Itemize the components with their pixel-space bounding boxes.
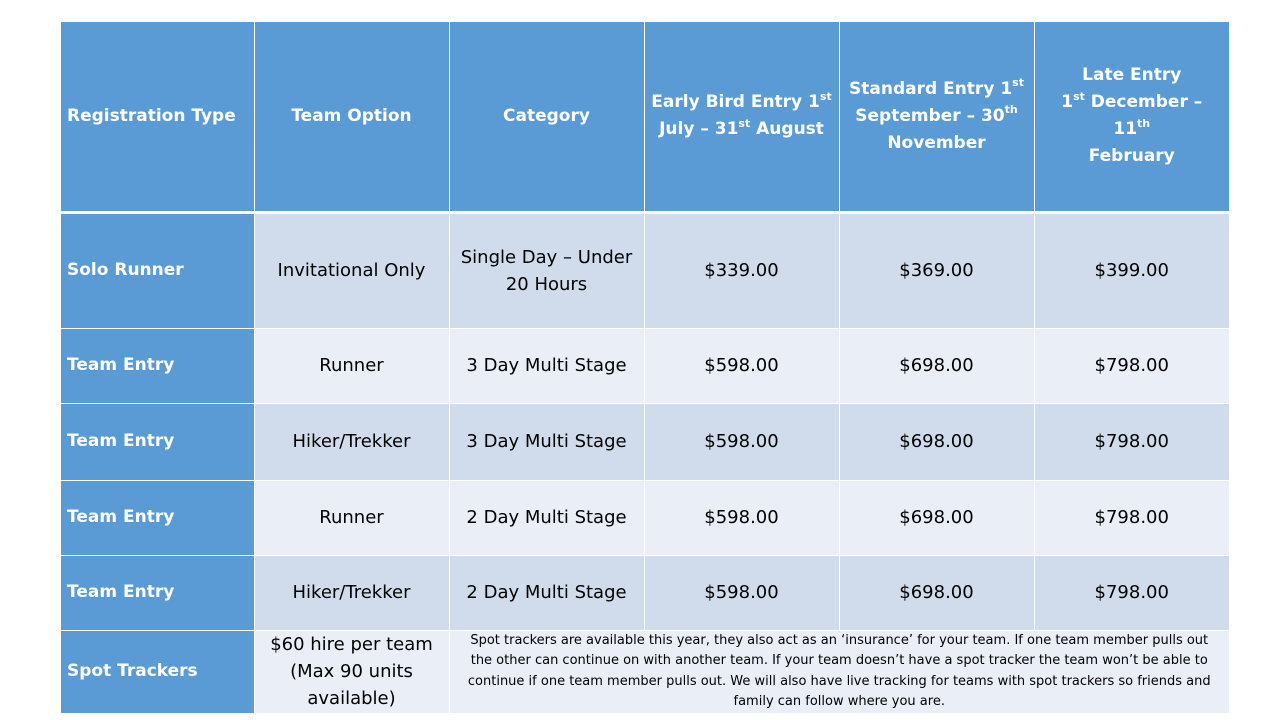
row-team-option: Hiker/Trekker <box>254 403 449 480</box>
header-category: Category <box>449 22 644 212</box>
row-late-price: $798.00 <box>1034 328 1229 403</box>
header-registration-type: Registration Type <box>61 22 254 212</box>
spot-trackers-option: $60 hire per team (Max 90 units available) <box>254 630 449 713</box>
row-standard-price: $698.00 <box>839 480 1034 555</box>
pricing-table <box>61 22 1229 714</box>
row-early-bird-price: $598.00 <box>644 328 839 403</box>
row-category: 2 Day Multi Stage <box>449 480 644 555</box>
header-late: Late Entry 1st December – 11th February <box>1034 22 1229 212</box>
header-early-bird: Early Bird Entry 1st July – 31st August <box>644 22 839 212</box>
table-row <box>61 480 1229 555</box>
table-row <box>61 328 1229 403</box>
table-row <box>61 403 1229 480</box>
row-early-bird-price: $339.00 <box>644 212 839 328</box>
row-registration-type: Team Entry <box>61 555 254 630</box>
spot-trackers-row <box>61 630 1229 713</box>
row-late-price: $798.00 <box>1034 403 1229 480</box>
row-category: 2 Day Multi Stage <box>449 555 644 630</box>
row-standard-price: $698.00 <box>839 328 1034 403</box>
row-early-bird-price: $598.00 <box>644 555 839 630</box>
row-team-option: Invitational Only <box>254 212 449 328</box>
row-registration-type: Team Entry <box>61 403 254 480</box>
row-registration-type: Team Entry <box>61 328 254 403</box>
header-standard: Standard Entry 1st September – 30th November <box>839 22 1034 212</box>
row-team-option: Runner <box>254 480 449 555</box>
spot-trackers-label: Spot Trackers <box>61 630 254 713</box>
row-category: Single Day – Under 20 Hours <box>449 212 644 328</box>
header-row <box>61 22 1229 212</box>
row-team-option: Hiker/Trekker <box>254 555 449 630</box>
row-category: 3 Day Multi Stage <box>449 328 644 403</box>
row-standard-price: $369.00 <box>839 212 1034 328</box>
table-row <box>61 555 1229 630</box>
row-standard-price: $698.00 <box>839 403 1034 480</box>
row-team-option: Runner <box>254 328 449 403</box>
table-row <box>61 212 1229 328</box>
row-registration-type: Solo Runner <box>61 212 254 328</box>
header-team-option: Team Option <box>254 22 449 212</box>
spot-trackers-note: Spot trackers are available this year, they also act as an ‘insurance’ for your team. If one team member pulls out the other can continue on with another team. If your team doesn’t have a spot tracker the team won’t be able to continue if one team member pulls out. We will also have live tracking for teams with spot trackers so friends and family can follow where you are. <box>449 630 1229 713</box>
row-early-bird-price: $598.00 <box>644 480 839 555</box>
row-category: 3 Day Multi Stage <box>449 403 644 480</box>
row-early-bird-price: $598.00 <box>644 403 839 480</box>
row-late-price: $798.00 <box>1034 555 1229 630</box>
row-late-price: $399.00 <box>1034 212 1229 328</box>
row-registration-type: Team Entry <box>61 480 254 555</box>
row-late-price: $798.00 <box>1034 480 1229 555</box>
row-standard-price: $698.00 <box>839 555 1034 630</box>
